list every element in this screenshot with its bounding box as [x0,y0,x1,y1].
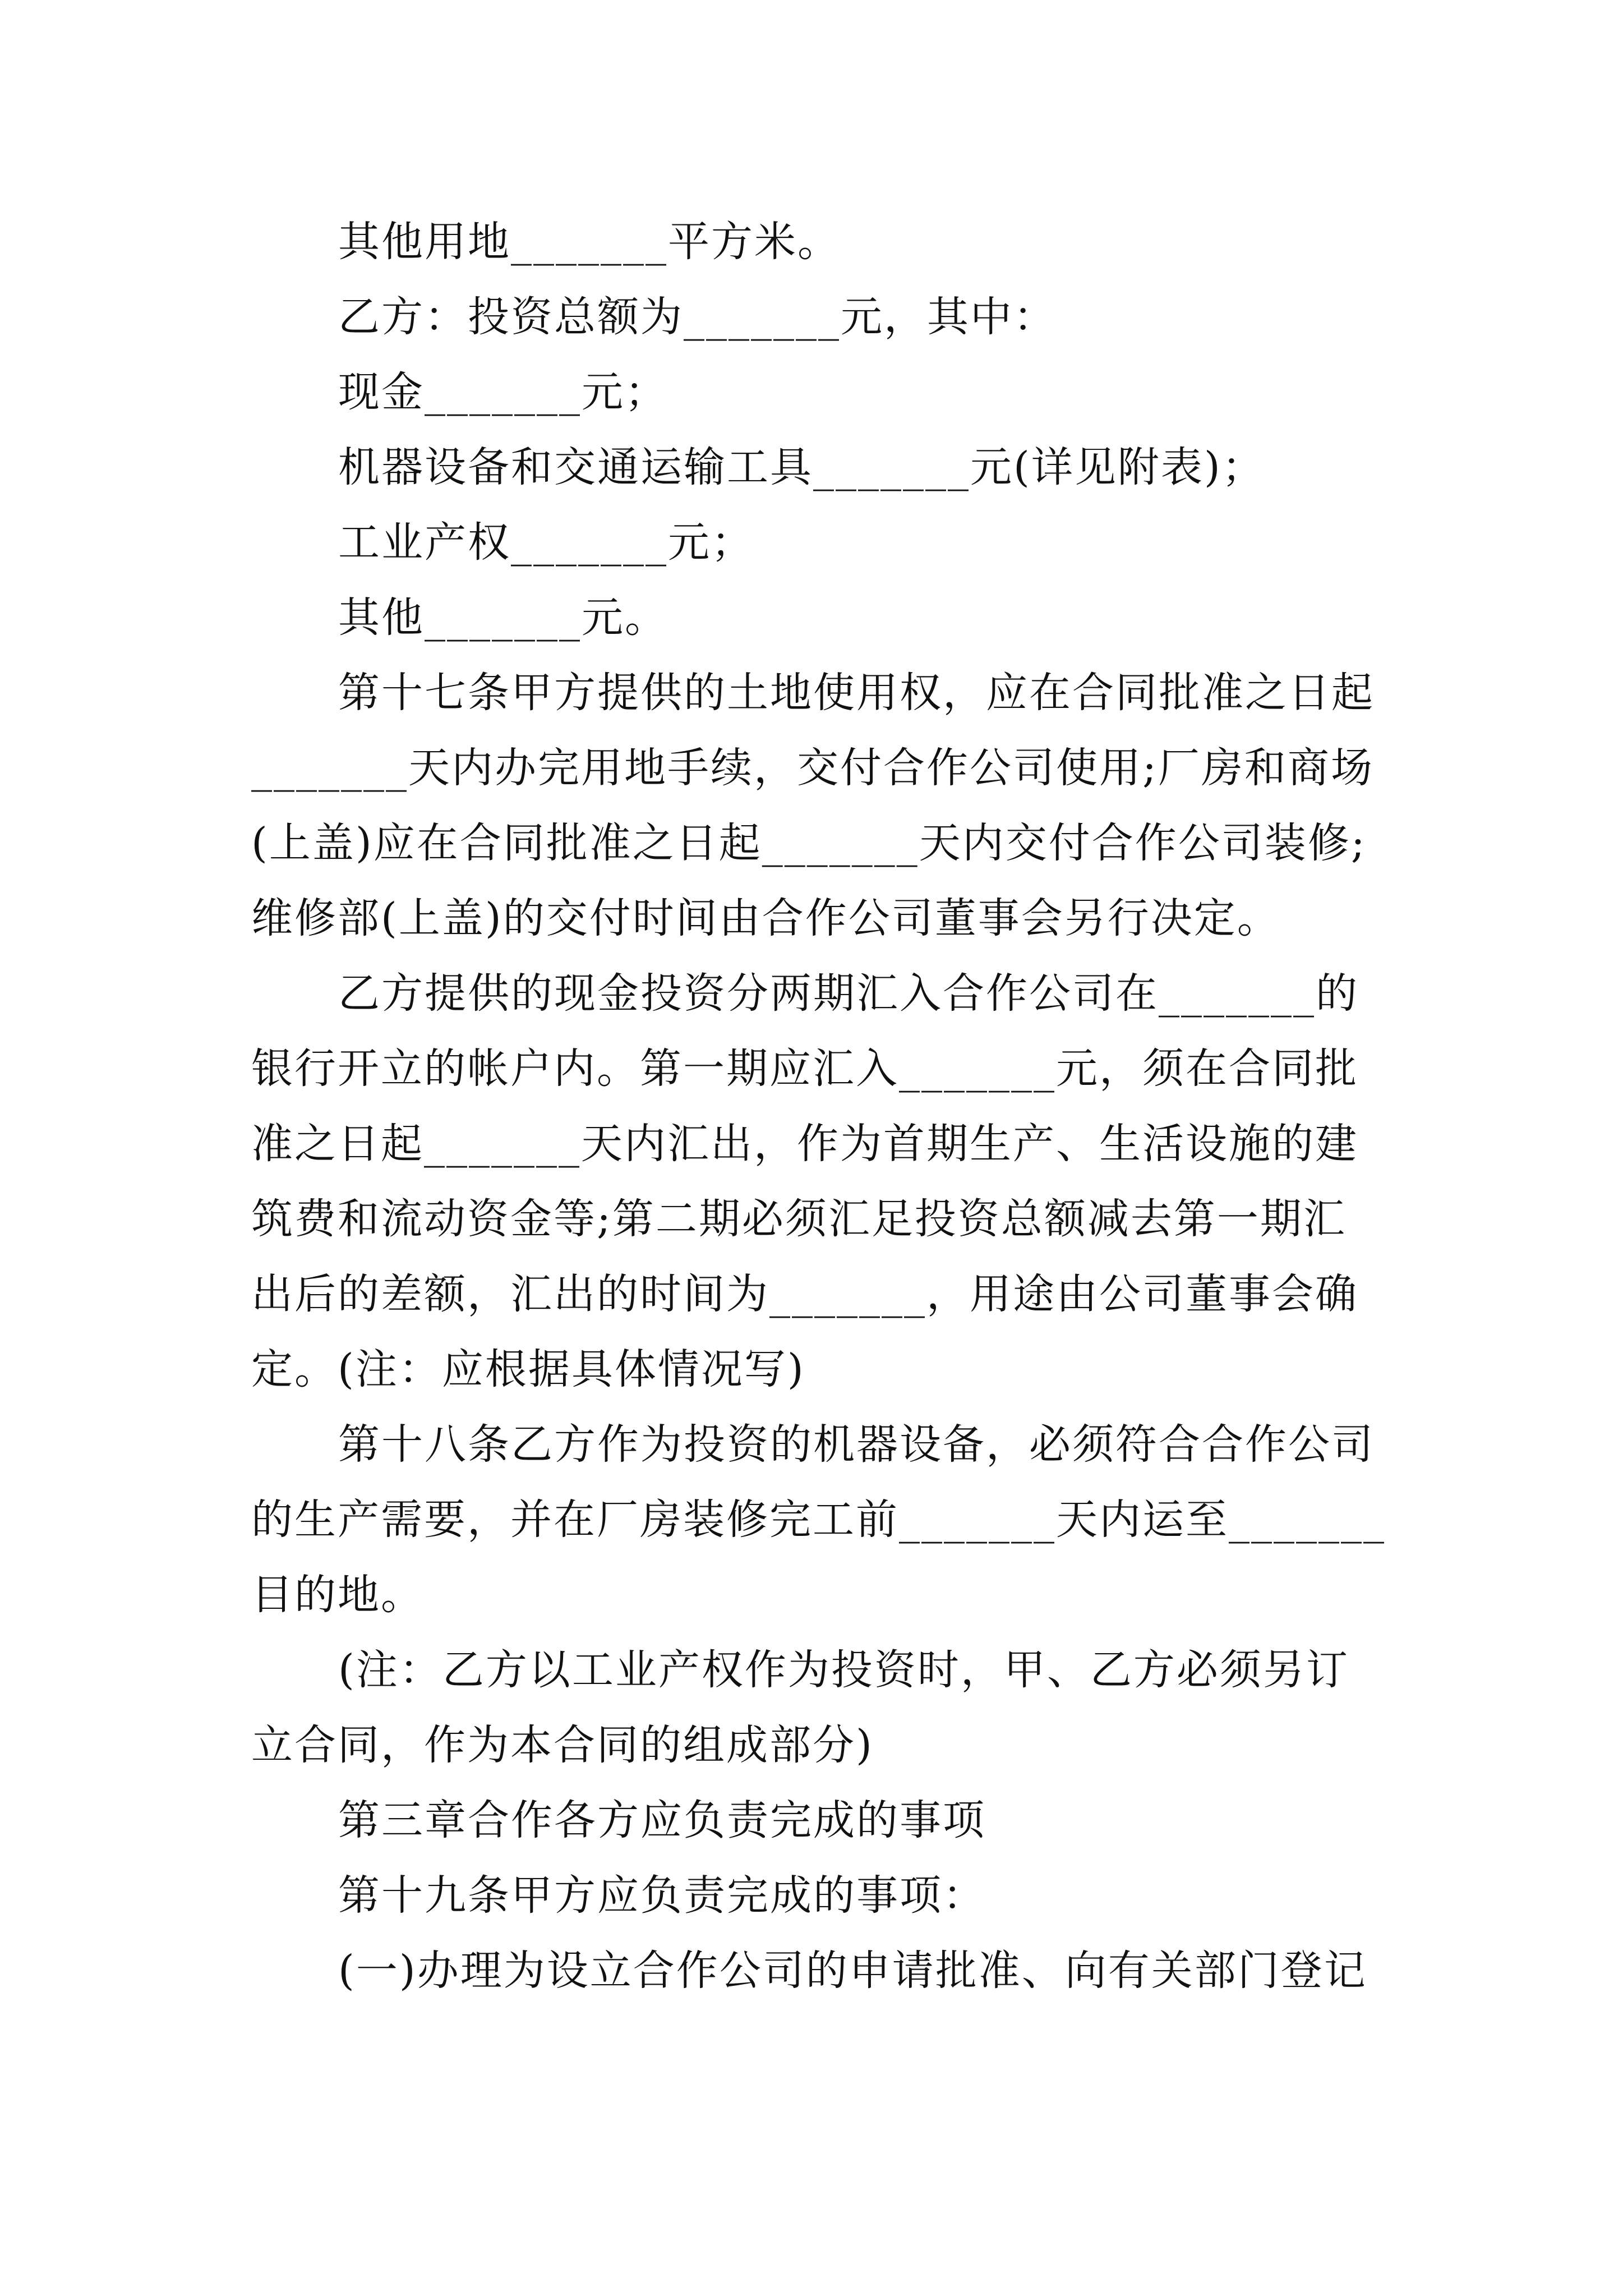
text-line: (一)办理为设立合作公司的申请批准、向有关部门登记 [338,1947,1367,1995]
text-line: 工业产权_______元； [338,518,754,567]
text-line: 立合同，作为本合同的组成部分) [251,1721,874,1769]
text-line: 出后的差额，汇出的时间为_______，用途由公司董事会确 [251,1270,1358,1318]
text-line: 乙方：投资总额为_______元，其中： [338,293,1057,341]
text-line: (上盖)应在合同批准之日起_______天内交付合作公司装修; [251,819,1367,867]
text-line: 准之日起_______天内汇出，作为首期生产、生活设施的建 [251,1120,1358,1168]
text-line: _______天内办完用地手续，交付合作公司使用;厂房和商场 [251,744,1374,792]
text-line: 维修部(上盖)的交付时间由合作公司董事会另行决定。 [251,894,1280,942]
text-line: 目的地。 [251,1571,424,1619]
text-line: 其他用地_______平方米。 [338,218,841,266]
text-line: 第十八条乙方作为投资的机器设备，必须符合合作公司 [338,1420,1375,1469]
text-line: 机器设备和交通运输工具_______元(详见附表)； [338,443,1265,491]
text-line: 第十九条甲方应负责完成的事项： [338,1871,986,1920]
text-line: 乙方提供的现金投资分两期汇入合作公司在_______的 [338,969,1359,1018]
text-line: 现金_______元； [338,368,668,416]
text-line: 银行开立的帐户内。第一期应汇入_______元，须在合同批 [251,1045,1358,1093]
text-line: (注：乙方以工业产权作为投资时，甲、乙方必须另订 [338,1646,1349,1694]
text-line: 的生产需要，并在厂房装修完工前_______天内运至_______ [251,1496,1386,1544]
text-line: 其他_______元。 [338,593,668,642]
text-line: 定。(注：应根据具体情况写) [251,1345,805,1393]
text-line: 第十七条甲方提供的土地使用权，应在合同批准之日起 [338,669,1375,717]
chapter-heading: 第三章合作各方应负责完成的事项 [338,1796,986,1844]
text-line: 筑费和流动资金等;第二期必须汇足投资总额减去第一期汇 [251,1195,1347,1243]
